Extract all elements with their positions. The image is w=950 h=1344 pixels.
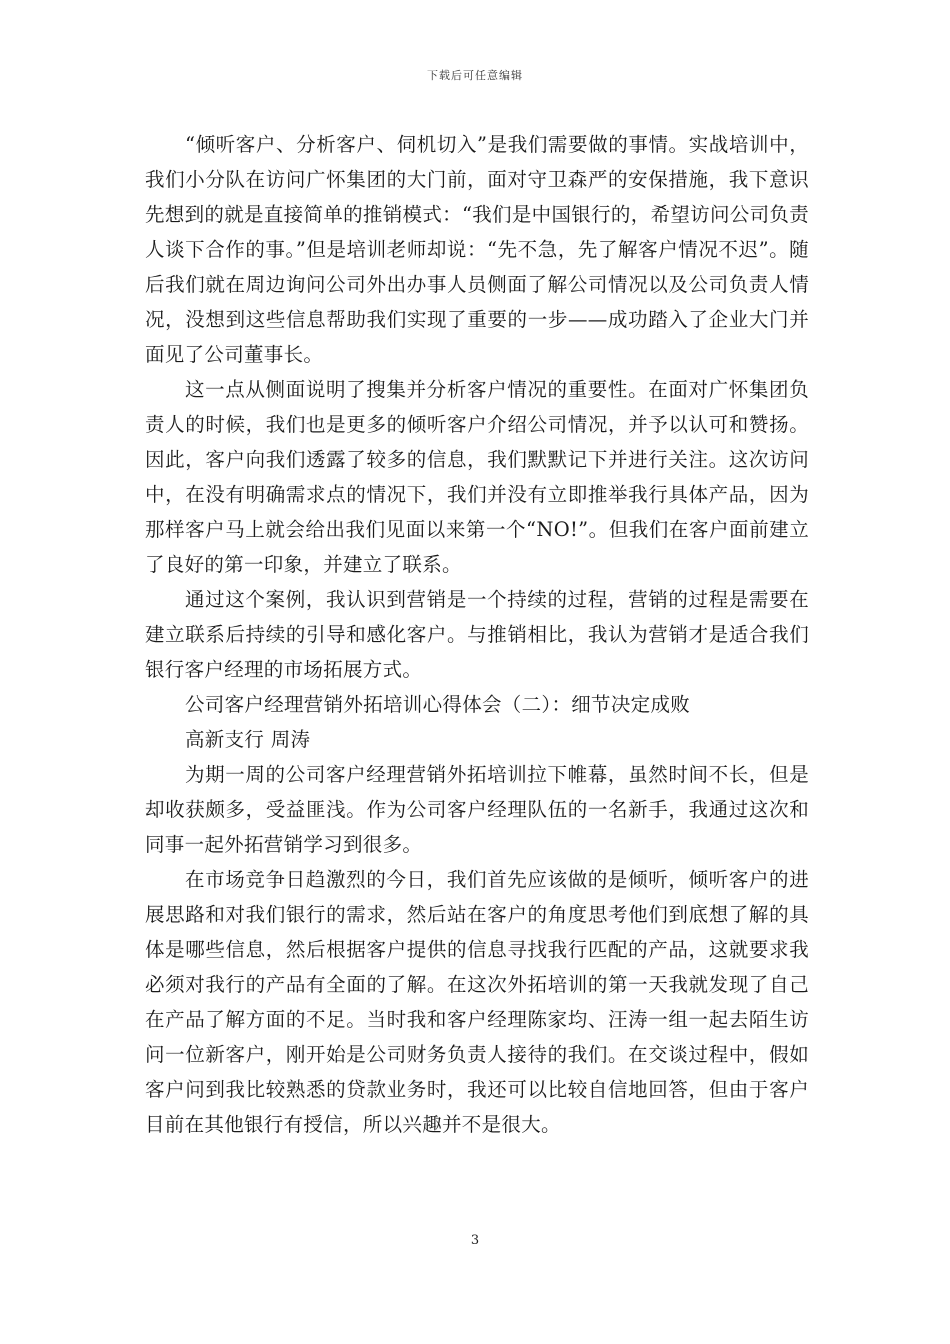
document-body	[145, 127, 809, 1142]
page-header-note: 下载后可任意编辑	[427, 69, 523, 82]
paragraph-4: 为期一周的公司客户经理营销外拓培训拉下帷幕，虽然时间不长，但是却收获颇多，受益匪浅。作为公司客户经理队伍的一名新手，我通过这次和同事一起外拓营销学习到很多。	[145, 763, 809, 856]
paragraph-2: 这一点从侧面说明了搜集并分析客户情况的重要性。在面对广怀集团负责人的时候，我们也是更多的倾听客户介绍公司情况，并予以认可和赞扬。因此，客户向我们透露了较多的信息，我们默默记下并进行关注。这次访问中，在没有明确需求点的情况下，我们并没有立即推举我行具体产品，因为那样客户马上就会给出我们见面以来第一个“NO!”。但我们在客户面前建立了良好的第一印象，并建立了联系。	[145, 378, 809, 576]
section-title: 公司客户经理营销外拓培训心得体会（二）：细节决定成败	[185, 693, 691, 716]
author-line: 高新支行 周涛	[185, 728, 311, 751]
paragraph-3: 通过这个案例，我认识到营销是一个持续的过程，营销的过程是需要在建立联系后持续的引导和感化客户。与推销相比，我认为营销才是适合我们银行客户经理的市场拓展方式。	[145, 588, 809, 681]
paragraph-5: 在市场竞争日趋激烈的今日，我们首先应该做的是倾听，倾听客户的进展思路和对我们银行的需求，然后站在客户的角度思考他们到底想了解的具体是哪些信息，然后根据客户提供的信息寻找我行匹配的产品，这就要求我必须对我行的产品有全面的了解。在这次外拓培训的第一天我就发现了自己在产品了解方面的不足。当时我和客户经理陈家均、汪涛一组一起去陌生访问一位新客户，刚开始是公司财务负责人接待的我们。在交谈过程中，假如客户问到我比较熟悉的贷款业务时，我还可以比较自信地回答，但由于客户目前在其他银行有授信，所以兴趣并不是很大。	[145, 868, 809, 1136]
page-number: 3	[470, 1233, 480, 1248]
paragraph-1: “倾听客户、分析客户、伺机切入”是我们需要做的事情。实战培训中，我们小分队在访问广怀集团的大门前，面对守卫森严的安保措施，我下意识先想到的就是直接简单的推销模式：“我们是中国银行的，希望访问公司负责人谈下合作的事。”但是培训老师却说：“先不急，先了解客户情况不迟”。随后我们就在周边询问公司外出办事人员侧面了解公司情况以及公司负责人情况，没想到这些信息帮助我们实现了重要的一步——成功踏入了企业大门并面见了公司董事长。	[145, 133, 809, 366]
